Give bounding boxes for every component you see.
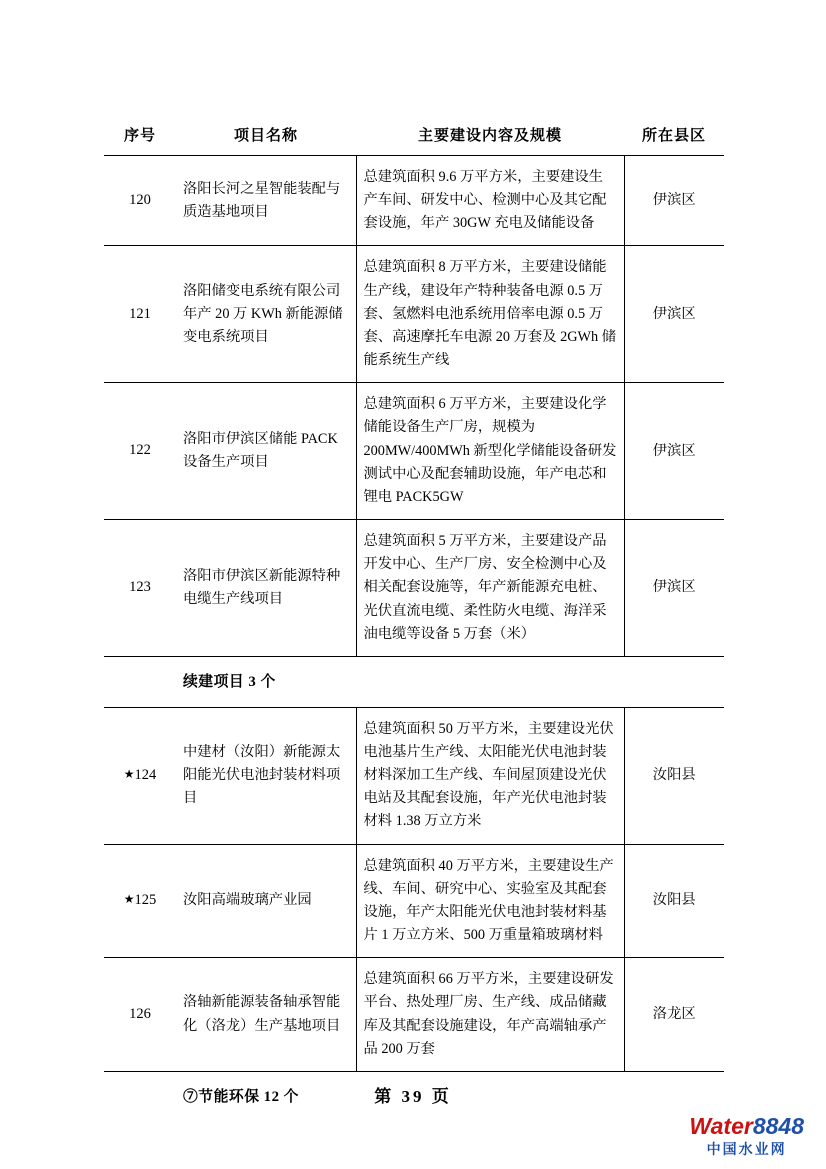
row-district: 汝阳县	[624, 707, 724, 844]
star-icon: ★	[123, 892, 135, 907]
project-list-table	[104, 118, 724, 1122]
row-district: 伊滨区	[624, 520, 724, 657]
row-seq-number: 126	[129, 1005, 151, 1022]
star-icon: ★	[123, 766, 135, 781]
row-description: 总建筑面积 5 万平方米，主要建设产品开发中心、生产厂房、安全检测中心及相关配套设施等，年产新能源充电桩、光伏直流电缆、柔性防火电缆、海洋采油电缆等设备 5 万套（米）	[356, 520, 624, 657]
row-district: 伊滨区	[624, 246, 724, 383]
row-description: 总建筑面积 9.6 万平方米，主要建设生产车间、研发中心、检测中心及其它配套设施，年产 30GW 充电及储能设备	[356, 156, 624, 246]
row-seq: 122	[104, 383, 176, 520]
row-seq-number: 124	[134, 766, 157, 783]
row-project-name: 汝阳高端玻璃产业园	[176, 844, 356, 958]
section-label: ⑦节能环保 12 个	[183, 1088, 299, 1105]
column-header-name: 项目名称	[176, 118, 356, 156]
table-header-row	[104, 118, 724, 156]
table-body	[104, 156, 724, 1122]
watermark-subtitle: 中国水业网	[706, 1140, 787, 1157]
section-spacer	[624, 656, 724, 707]
row-description: 总建筑面积 40 万平方米，主要建设生产线、车间、研究中心、实验室及其配套设施，年产太阳能光伏电池封装材料基片 1 万立方米、500 万重量箱玻璃材料	[356, 844, 624, 958]
row-project-name: 洛阳市伊滨区储能 PACK 设备生产项目	[176, 383, 356, 520]
row-seq	[104, 844, 176, 958]
row-district: 洛龙区	[624, 958, 724, 1072]
column-header-area: 所在县区	[624, 118, 724, 156]
row-seq: 120	[104, 156, 176, 246]
column-header-seq: 序号	[104, 118, 176, 156]
row-description: 总建筑面积 6 万平方米，主要建设化学储能设备生产厂房，规模为 200MW/400MWh 新型化学储能设备研发测试中心及配套辅助设施，年产电芯和锂电 PACK5GW	[356, 383, 624, 520]
section-spacer	[356, 656, 624, 707]
table-row	[104, 246, 724, 383]
row-project-name: 洛阳长河之星智能装配与质造基地项目	[176, 156, 356, 246]
row-description: 总建筑面积 66 万平方米，主要建设研发平台、热处理厂房、生产线、成品储藏库及其配套设施建设，年产高端轴承产品 200 万套	[356, 958, 624, 1072]
table-row	[104, 707, 724, 844]
row-project-name: 洛轴新能源装备轴承智能化（洛龙）生产基地项目	[176, 958, 356, 1072]
row-seq	[104, 958, 176, 1072]
watermark	[689, 1113, 804, 1157]
table-row	[104, 844, 724, 958]
row-description: 总建筑面积 50 万平方米，主要建设光伏电池基片生产线、太阳能光伏电池封装材料深加工生产线、车间屋顶建设光伏电站及其配套设施，年产光伏电池封装材料 1.38 万立方米	[356, 707, 624, 844]
row-seq: 123	[104, 520, 176, 657]
row-project-name: 洛阳市伊滨区新能源特种电缆生产线项目	[176, 520, 356, 657]
table-row	[104, 156, 724, 246]
row-project-name: 洛阳储变电系统有限公司年产 20 万 KWh 新能源储变电系统项目	[176, 246, 356, 383]
table-row	[104, 520, 724, 657]
section-heading-row	[104, 656, 724, 707]
watermark-logo	[689, 1113, 804, 1139]
row-seq	[104, 707, 176, 844]
row-seq-number: 125	[134, 892, 157, 909]
table-row	[104, 958, 724, 1072]
row-district: 汝阳县	[624, 844, 724, 958]
row-district: 伊滨区	[624, 383, 724, 520]
row-project-name: 中建材（汝阳）新能源太阳能光伏电池封装材料项目	[176, 707, 356, 844]
watermark-number: 8848	[752, 1113, 804, 1140]
section-spacer	[104, 656, 176, 707]
row-description: 总建筑面积 8 万平方米，主要建设储能生产线，建设年产特种装备电源 0.5 万套、氢燃料电池系统用倍率电源 0.5 万套、高速摩托车电源 20 万套及 2GWh 储能系统生产线	[356, 246, 624, 383]
table-row	[104, 383, 724, 520]
column-header-desc: 主要建设内容及规模	[356, 118, 624, 156]
watermark-brand: Water	[689, 1113, 753, 1140]
section-label: 续建项目 3 个	[183, 673, 276, 690]
row-district: 伊滨区	[624, 156, 724, 246]
page-number: 第 39 页	[374, 1087, 452, 1106]
row-seq: 121	[104, 246, 176, 383]
